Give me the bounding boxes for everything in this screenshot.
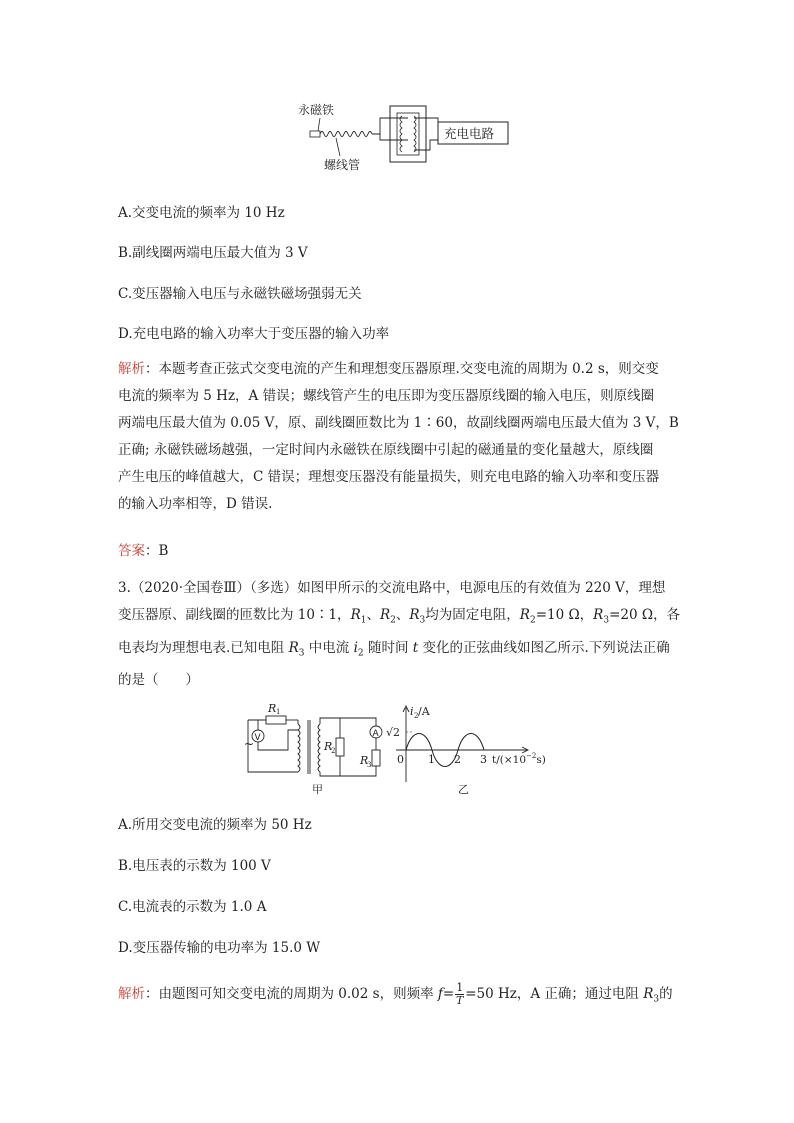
svg-text:√2: √2 (386, 726, 401, 739)
fraction-1-over-t: $\frac{1}{T}$ (456, 981, 464, 1007)
circuit-jia (248, 716, 382, 776)
svg-text:1: 1 (428, 753, 435, 766)
answer-label: 答案 (118, 543, 145, 559)
solenoid-coil (320, 132, 372, 137)
svg-text:R: R (324, 740, 333, 753)
q3-analysis: 解析：由题图可知交变电流的周期为 0.02 s，则频率 f= $\frac{1}{T}$ =50 Hz，A 正确；通过电阻 $R_3$的 (118, 981, 673, 1007)
q2-answer: 答案：B (118, 543, 169, 559)
label-yi: 乙 (458, 783, 469, 796)
svg-text:2: 2 (414, 712, 419, 720)
label-jia: 甲 (312, 783, 323, 796)
svg-text:R: R (268, 702, 277, 715)
q3-option-c: C.电流表的示数为 1.0 A (118, 899, 267, 915)
svg-text:R: R (360, 754, 369, 767)
voltmeter-symbol: V (254, 733, 261, 743)
svg-text:1: 1 (276, 708, 281, 716)
svg-text:i: i (410, 705, 414, 718)
svg-text:/A: /A (418, 705, 430, 718)
q3-option-d: D.变压器传输的电功率为 15.0 W (118, 940, 321, 956)
q2-analysis: 解析：本题考查正弦式交变电流的产生和理想变压器原理.交变电流的周期为 0.2 s，则交变 电流的频率为 5 Hz，A 错误；螺线管产生的电压即为变压器原线圈的输入电压，则原线圈 两端电压最大值为 0.05 V，原、副线圈匝数比为 1∶60，故副线圈两端电压最大值为 3 V，B 正确; 永磁铁磁场越强，一定时间内永磁铁在原线圈中引起的磁通量的变化量越大，原线圈 产生电压的峰值越大，C 错误；理想变压器没有能量损失，则充电电路的输入功率和变压器 的输入功率相等，D 错误. (118, 361, 679, 512)
analysis-label: 解析 (118, 361, 145, 377)
q2-option-c: C.变压器输入电压与永磁铁磁场强弱无关 (118, 286, 362, 302)
magnet-bar (310, 131, 320, 137)
answer-value: B (158, 543, 169, 559)
ammeter-symbol: A (372, 729, 379, 739)
svg-text:~: ~ (244, 737, 255, 751)
q2-option-b: B.副线圈两端电压最大值为 3 V (118, 245, 308, 261)
q2-option-d: D.充电电路的输入功率大于变压器的输入功率 (118, 326, 390, 342)
svg-text:3: 3 (367, 761, 372, 769)
svg-text:2: 2 (331, 747, 336, 755)
figure-circuit-and-graph (236, 698, 566, 798)
svg-text:0: 0 (397, 753, 404, 766)
magnet-label: 永磁铁 (298, 103, 335, 117)
svg-text:t/(×10−2s): $t/(\times 10^{-2}s)$ (492, 752, 546, 766)
solenoid-label: 螺线管 (324, 158, 361, 172)
figure-magnet-transformer (290, 98, 520, 178)
q3-option-b: B.电压表的示数为 100 V (118, 858, 271, 874)
svg-text:3: 3 (480, 753, 487, 766)
analysis-label-2: 解析 (118, 986, 145, 1002)
svg-text:2: 2 (454, 753, 461, 766)
transformer-core (390, 106, 426, 162)
graph-yi (386, 705, 546, 796)
q3-option-a: A.所用交变电流的频率为 50 Hz (118, 817, 312, 833)
q2-option-a: A.交变电流的频率为 10 Hz (118, 205, 285, 221)
q3-stem: 3.（2020·全国卷Ⅲ）（多选）如图甲所示的交流电路中，电源电压的有效值为 220 V，理想 变压器原、副线圈的匝数比为 10∶1，$R_1$、$R_2$、$R_3$均为固定电阻，$R_2=10$ Ω，$R_3=20$ Ω，各 电表均为理想电表.已知电阻 $R_3$ 中电流 $i_2$ 随时间 t 变化的正弦曲线如图乙所示.下列说法正确 的是（ ） (118, 580, 681, 689)
charger-label: 充电电路 (444, 126, 495, 141)
